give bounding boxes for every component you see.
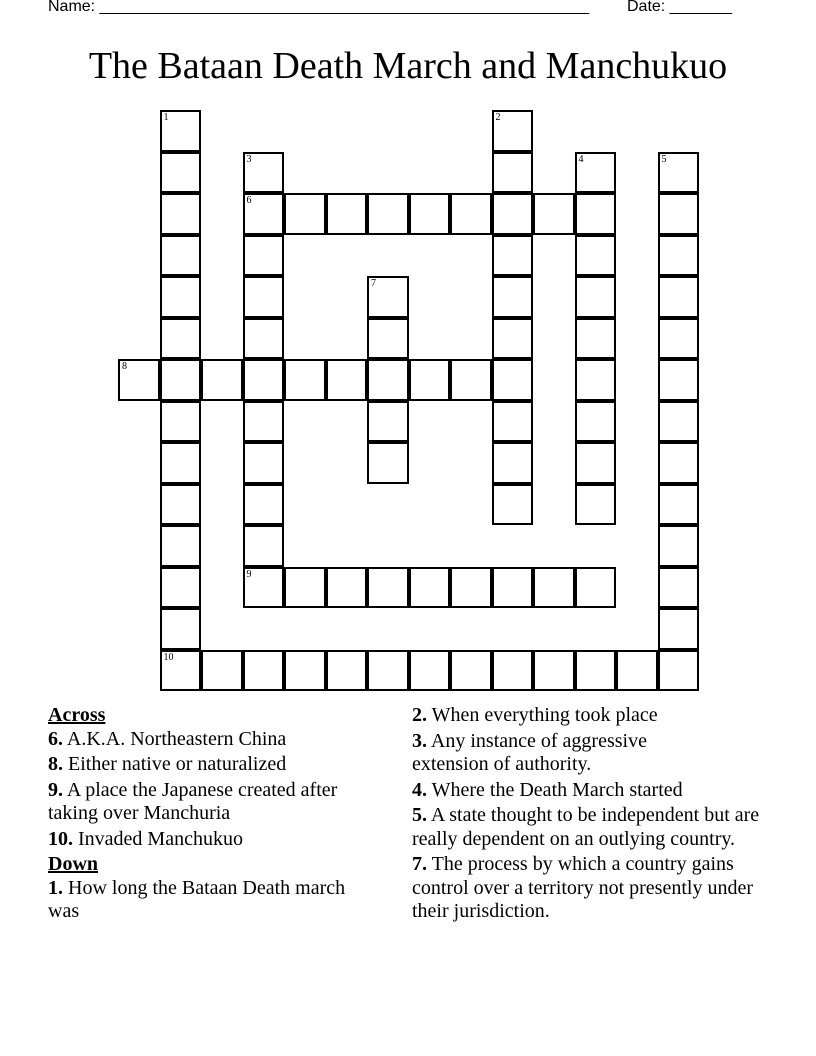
grid-cell[interactable]	[658, 608, 700, 650]
grid-cell[interactable]	[160, 110, 202, 152]
grid-cell[interactable]	[658, 401, 700, 443]
grid-cell[interactable]	[450, 650, 492, 692]
grid-cell[interactable]	[658, 318, 700, 360]
clue-down-5	[412, 804, 770, 851]
clue-across-9	[48, 779, 353, 826]
grid-cell[interactable]	[201, 650, 243, 692]
clue-number: 8.	[48, 753, 63, 775]
grid-cell[interactable]	[160, 525, 202, 567]
grid-cell[interactable]	[160, 152, 202, 194]
clue-number: 9.	[48, 778, 63, 801]
grid-cell[interactable]	[409, 359, 451, 401]
grid-cell[interactable]	[367, 359, 409, 401]
grid-cell[interactable]	[367, 318, 409, 360]
grid-cell[interactable]	[658, 359, 700, 401]
grid-cell[interactable]	[575, 567, 617, 609]
clue-number: 4.	[412, 778, 427, 801]
grid-cell[interactable]	[326, 193, 368, 235]
grid-cell[interactable]	[160, 193, 202, 235]
grid-cell[interactable]	[243, 525, 285, 567]
grid-cell[interactable]	[492, 152, 534, 194]
clue-text: Where the Death March started	[431, 778, 683, 801]
grid-cell[interactable]	[160, 442, 202, 484]
cell-number: 5	[661, 153, 667, 165]
grid-cell[interactable]	[492, 235, 534, 277]
clue-down-4	[412, 779, 774, 803]
clue-number: 10.	[48, 827, 73, 850]
clue-text: A place the Japanese created after taking over Manchuria	[48, 778, 338, 824]
clue-text: A.K.A. Northeastern China	[66, 727, 287, 750]
cell-number: 2	[495, 112, 501, 123]
date-field-label: Date: _______	[627, 0, 732, 15]
clue-text: Invaded Manchukuo	[78, 827, 243, 850]
grid-cell[interactable]	[284, 650, 326, 692]
grid-cell[interactable]	[284, 567, 326, 609]
grid-cell[interactable]	[243, 193, 285, 235]
grid-cell[interactable]	[160, 401, 202, 443]
grid-cell[interactable]	[243, 484, 285, 526]
clue-text: How long the Bataan Death march was	[48, 876, 346, 922]
grid-cell[interactable]	[492, 442, 534, 484]
grid-cell[interactable]	[326, 359, 368, 401]
grid-cell[interactable]	[533, 567, 575, 609]
grid-cell[interactable]	[492, 567, 534, 609]
grid-cell[interactable]	[367, 193, 409, 235]
grid-cell[interactable]	[575, 152, 617, 194]
cell-number: 7	[371, 278, 376, 289]
grid-cell[interactable]	[575, 484, 617, 526]
clue-across-6	[48, 728, 398, 752]
clues-column-left	[48, 704, 398, 926]
clue-text: Any instance of aggressive extension of authority.	[412, 729, 647, 775]
grid-cell[interactable]	[658, 152, 700, 194]
grid-cell[interactable]	[492, 359, 534, 401]
grid-cell[interactable]	[160, 484, 202, 526]
clue-number: 3.	[412, 729, 427, 752]
grid-cell[interactable]	[243, 359, 285, 401]
grid-cell[interactable]	[450, 193, 492, 235]
grid-cell[interactable]	[243, 650, 285, 692]
grid-cell[interactable]	[367, 650, 409, 692]
clue-across-8	[48, 753, 398, 777]
grid-cell[interactable]	[243, 318, 285, 360]
page-title: The Bataan Death March and Manchukuo	[88, 45, 728, 87]
grid-cell[interactable]	[533, 650, 575, 692]
grid-cell[interactable]	[243, 401, 285, 443]
grid-cell[interactable]	[658, 276, 700, 318]
grid-cell[interactable]	[492, 276, 534, 318]
grid-cell[interactable]	[243, 152, 285, 194]
grid-cell[interactable]	[284, 193, 326, 235]
grid-cell[interactable]	[658, 193, 700, 235]
grid-cell[interactable]	[575, 359, 617, 401]
clues-column-right	[412, 704, 774, 926]
grid-cell[interactable]	[658, 567, 700, 609]
grid-cell[interactable]	[616, 650, 658, 692]
name-field-label: Name: _______________________________________________________	[48, 0, 589, 15]
clue-number: 6.	[48, 727, 63, 750]
grid-cell[interactable]	[658, 484, 700, 526]
grid-cell[interactable]	[201, 359, 243, 401]
grid-cell[interactable]	[658, 525, 700, 567]
grid-cell[interactable]	[409, 193, 451, 235]
grid-cell[interactable]	[575, 235, 617, 277]
grid-cell[interactable]	[243, 235, 285, 277]
grid-cell[interactable]	[575, 650, 617, 692]
grid-cell[interactable]	[450, 359, 492, 401]
grid-cell[interactable]	[575, 442, 617, 484]
clue-number: 7.	[412, 853, 427, 875]
grid-cell[interactable]	[492, 318, 534, 360]
grid-cell[interactable]	[160, 567, 202, 609]
clue-down-7	[412, 853, 770, 924]
grid-cell[interactable]	[575, 276, 617, 318]
grid-cell[interactable]	[118, 359, 160, 401]
grid-cell[interactable]	[575, 193, 617, 235]
clue-down-3	[412, 730, 702, 777]
grid-cell[interactable]	[160, 650, 202, 692]
cell-number: 8	[122, 361, 127, 372]
cell-number: 4	[578, 153, 584, 165]
grid-cell[interactable]	[367, 567, 409, 609]
cell-number: 10	[163, 651, 174, 663]
grid-cell[interactable]	[533, 193, 575, 235]
grid-cell[interactable]	[450, 567, 492, 609]
grid-cell[interactable]	[492, 110, 534, 152]
grid-cell[interactable]	[160, 235, 202, 277]
clue-text: A state thought to be independent but are really dependent on an outlying country.	[412, 804, 760, 850]
grid-cell[interactable]	[492, 193, 534, 235]
grid-cell[interactable]	[409, 567, 451, 609]
cell-number: 3	[246, 153, 252, 165]
clue-down-2	[412, 704, 774, 728]
grid-cell[interactable]	[284, 359, 326, 401]
grid-cell[interactable]	[326, 650, 368, 692]
cell-number: 6	[246, 195, 252, 206]
grid-cell[interactable]	[658, 235, 700, 277]
grid-cell[interactable]	[326, 567, 368, 609]
grid-cell[interactable]	[492, 401, 534, 443]
clue-text: Either native or naturalized	[68, 753, 287, 775]
clue-number: 1.	[48, 876, 63, 899]
grid-cell[interactable]	[160, 276, 202, 318]
grid-cell[interactable]	[160, 359, 202, 401]
clue-number: 5.	[412, 804, 427, 826]
grid-cell[interactable]	[409, 650, 451, 692]
grid-cell[interactable]	[367, 442, 409, 484]
clue-text: The process by which a country gains control over a territory not presently under their jurisdiction.	[412, 853, 753, 922]
grid-cell[interactable]	[575, 401, 617, 443]
clue-number: 2.	[412, 704, 427, 726]
grid-cell[interactable]	[367, 401, 409, 443]
grid-cell[interactable]	[367, 276, 409, 318]
down-heading: Down	[48, 853, 99, 875]
grid-cell[interactable]	[658, 650, 700, 692]
grid-cell[interactable]	[160, 318, 202, 360]
grid-cell[interactable]	[243, 442, 285, 484]
cell-number: 1	[163, 112, 169, 123]
clue-text: When everything took place	[431, 704, 658, 726]
grid-cell[interactable]	[492, 650, 534, 692]
grid-cell[interactable]	[160, 608, 202, 650]
across-heading: Across	[48, 704, 106, 726]
grid-cell[interactable]	[575, 318, 617, 360]
grid-cell[interactable]	[492, 484, 534, 526]
grid-cell[interactable]	[243, 276, 285, 318]
grid-cell[interactable]	[243, 567, 285, 609]
grid-cell[interactable]	[658, 442, 700, 484]
clue-across-10	[48, 828, 398, 852]
cell-number: 9	[246, 568, 252, 580]
clue-down-1	[48, 877, 348, 924]
